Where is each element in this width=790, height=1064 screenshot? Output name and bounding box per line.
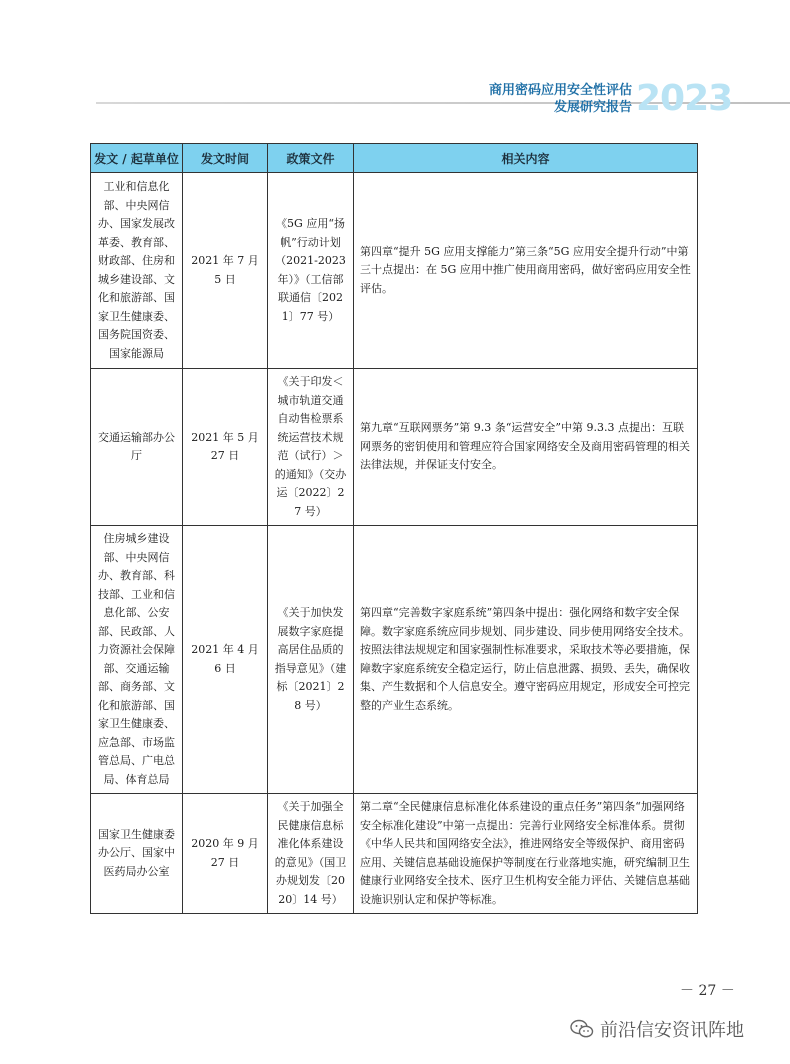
cell-doc: 《关于加快发展数字家庭提高居住品质的指导意见》（建标〔2021〕28 号） (268, 526, 354, 794)
watermark-text: 前沿信安资讯阵地 (600, 1020, 744, 1041)
cell-date: 2021 年 7 月 5 日 (183, 173, 268, 369)
cell-content: 第二章“全民健康信息标准化体系建设的重点任务”第四条“加强网络安全标准化建设”中第一点提出：完善行业网络安全标准体系。贯彻《中华人民共和国网络安全法》，推进网络安全等级保护、商用密码应用、关键信息基础设施保护等制度在行业落地实施，研究编制卫生健康行业网络安全技术、医疗卫生机构安全能力评估、关键信息基础设施识别认定和保护等标准。 (354, 794, 698, 914)
cell-unit: 交通运输部办公厅 (91, 369, 183, 526)
table-row (91, 794, 698, 914)
cell-date: 2020 年 9 月 27 日 (183, 794, 268, 914)
watermark (570, 1016, 744, 1042)
cell-content: 第四章“完善数字家庭系统”第四条中提出：强化网络和数字安全保障。数字家庭系统应同步规划、同步建设、同步使用网络安全技术。按照法律法规规定和国家强制性标准要求，采取技术等必要措施，保障数字家庭系统安全稳定运行，防止信息泄露、损毁、丢失，确保收集、产生数据和个人信息安全。遵守密码应用规定，形成安全可控完整的产业生态系统。 (354, 526, 698, 794)
report-title-line1: 商用密码应用安全性评估 (488, 83, 632, 98)
cell-content: 第四章“提升 5G 应用支撑能力”第三条“5G 应用安全提升行动”中第三十点提出：在 5G 应用中推广使用商用密码，做好密码应用安全性评估。 (354, 173, 698, 369)
cell-date: 2021 年 4 月 6 日 (183, 526, 268, 794)
cell-unit: 住房城乡建设部、中央网信办、教育部、科技部、工业和信息化部、公安部、民政部、人力资源社会保障部、交通运输部、商务部、文化和旅游部、国家卫生健康委、应急部、市场监管总局、广电总局、体育总局 (91, 526, 183, 794)
cell-unit: 工业和信息化部、中央网信办、国家发展改革委、教育部、财政部、住房和城乡建设部、文化和旅游部、国家卫生健康委、国务院国资委、国家能源局 (91, 173, 183, 369)
table-row (91, 526, 698, 794)
table-row (91, 173, 698, 369)
page-number: － 27 － (680, 983, 735, 999)
cell-doc: 《关于加强全民健康信息标准化体系建设的意见》（国卫办规划发〔2020〕14 号） (268, 794, 354, 914)
cell-unit: 国家卫生健康委办公厅、国家中医药局办公室 (91, 794, 183, 914)
report-title (489, 82, 632, 116)
cell-date: 2021 年 5 月 27 日 (183, 369, 268, 526)
wechat-icon (570, 1019, 594, 1039)
cell-doc: 《关于印发＜城市轨道交通自动售检票系统运营技术规范（试行）＞的通知》（交办运〔2022〕27 号） (268, 369, 354, 526)
header-date: 发文时间 (183, 144, 268, 173)
table-header-row (91, 144, 698, 173)
report-title-line2: 发展研究报告 (553, 100, 632, 115)
header-doc: 政策文件 (268, 144, 354, 173)
header-content: 相关内容 (354, 144, 698, 173)
policy-table (90, 143, 698, 914)
table-row (91, 369, 698, 526)
report-year: 2023 (636, 78, 733, 119)
header-unit: 发文 / 起草单位 (91, 144, 183, 173)
cell-doc: 《5G 应用“扬帆”行动计划（2021-2023 年）》（工信部联通信〔2021〕77 号） (268, 173, 354, 369)
cell-content: 第九章“互联网票务”第 9.3 条“运营安全”中第 9.3.3 点提出：互联网票务的密钥使用和管理应符合国家网络安全及商用密码管理的相关法律法规，并保证支付安全。 (354, 369, 698, 526)
